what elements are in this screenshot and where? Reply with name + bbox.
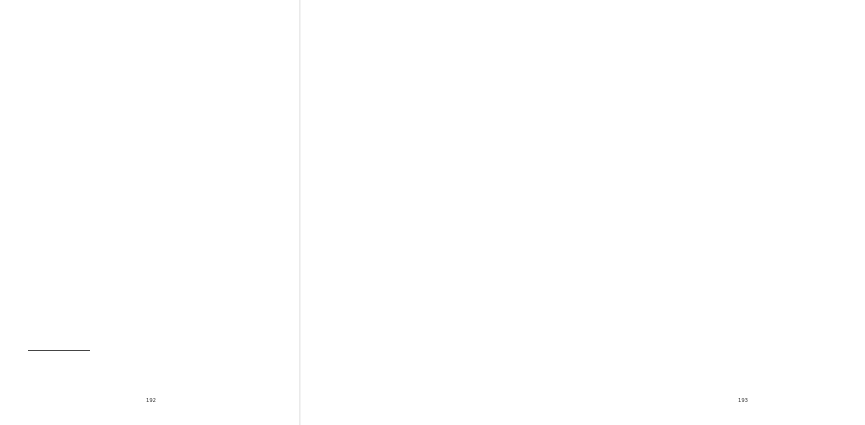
right-page-number: 193 <box>738 398 748 404</box>
left-page-number: 192 <box>146 398 156 404</box>
left-page <box>0 0 300 425</box>
footnote-separator <box>28 350 90 351</box>
right-page-text-block <box>618 12 865 400</box>
right-page <box>300 0 748 425</box>
left-page-text-block <box>28 12 275 345</box>
